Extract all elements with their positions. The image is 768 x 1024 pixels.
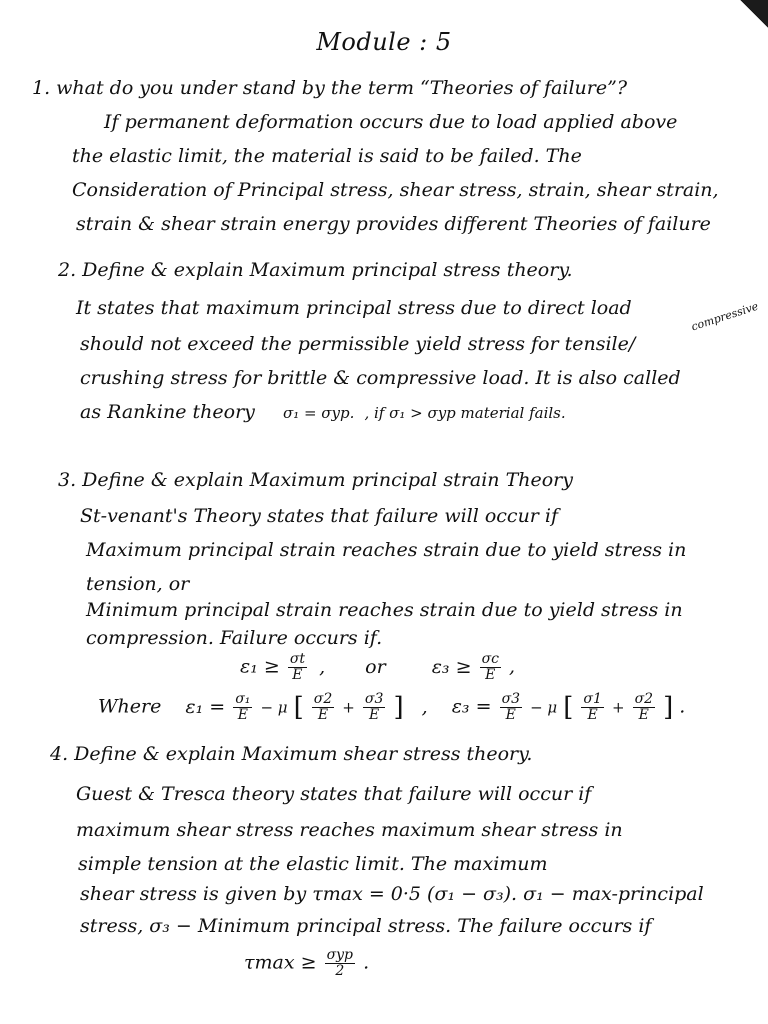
e3-mu: − μ: [530, 698, 558, 717]
answer-3-line-5: compression. Failure occurs if.: [86, 627, 383, 649]
e3-f3-den: E: [638, 707, 649, 723]
cond1-denominator: E: [292, 667, 303, 683]
max-shear-failure-condition: τmax ≥ $\frac{\text{σyp}}{2}$ .: [244, 947, 370, 979]
e1-fraction-2: [312, 692, 334, 723]
e3-fraction-2: [581, 692, 603, 723]
answer-3-line-1: St-venant's Theory states that failure will occur if: [80, 505, 559, 527]
answer-4-line-4: shear stress is given by τmax = 0·5 (σ₁ − σ₃). σ₁ − max-principal: [80, 883, 704, 905]
e3-f1-num: σ3: [501, 691, 521, 707]
e1-f1-num: σ₁: [235, 691, 251, 707]
cond1-lhs: ε₁ ≥: [240, 655, 280, 678]
e3-fraction-3: [633, 692, 655, 723]
question-1: 1. what do you under stand by the term “Theories of failure”?: [32, 77, 628, 99]
answer-2-line-3: crushing stress for brittle & compressive load. It is also called: [80, 367, 681, 389]
cond2-fraction: [480, 652, 501, 683]
answer-2-superscript: compressive: [689, 299, 760, 334]
e3-f2-num: σ1: [583, 691, 602, 707]
e1-f1-den: E: [237, 707, 248, 723]
answer-1-line-4: strain & shear strain energy provides different Theories of failure: [76, 213, 711, 235]
e1-mu: − μ: [260, 698, 288, 717]
final-numerator: σyp: [326, 947, 354, 963]
answer-4-line-2: maximum shear stress reaches maximum shear stress in: [76, 819, 623, 841]
cond1-fraction: [288, 652, 307, 683]
or-text: or: [365, 655, 386, 678]
answer-1-line-3: Consideration of Principal stress, shear stress, strain, shear strain,: [72, 179, 719, 201]
cond1-numerator: σt: [289, 651, 306, 667]
where-label: Where: [98, 695, 162, 718]
cond2-numerator: σc: [481, 651, 499, 667]
answer-1-line-1: If permanent deformation occurs due to load applied above: [104, 111, 678, 133]
answer-4-line-3: simple tension at the elastic limit. The maximum: [78, 853, 548, 875]
answer-1-line-2: the elastic limit, the material is said to be failed. The: [72, 145, 582, 167]
page-title: Module : 5: [316, 28, 452, 56]
e3-f2-den: E: [587, 707, 598, 723]
e1-lhs: ε₁ =: [185, 695, 226, 718]
e3-lhs: ε₃ =: [451, 695, 492, 718]
answer-4-line-1: Guest & Tresca theory states that failure will occur if: [76, 783, 592, 805]
answer-2-line-4-text: as Rankine theory: [80, 401, 255, 423]
question-4: 4. Define & explain Maximum shear stress theory.: [50, 743, 533, 765]
answer-2-line-2: should not exceed the permissible yield stress for tensile/: [80, 333, 636, 355]
e1-fraction-1: [233, 692, 252, 723]
strain-equations: Where ε₁ = $\frac{\text{σ₁}}{E}$ − μ [ $\frac{\sigma 2}{E}$ + $\frac{\sigma 3}{E}$ ] , ε₃ = $\frac{\sigma 3}{E}$ − μ [ $\frac{\sigma 1}{E}$ + $\frac{\sigma 2}{E}$ ] .: [98, 691, 686, 723]
rankine-failure-condition: , if σ₁ > σyp material fails.: [364, 404, 566, 422]
e1-f3-num: σ3: [364, 691, 384, 707]
e1-f2-den: E: [317, 707, 329, 723]
e1-fraction-3: [363, 692, 385, 723]
answer-4-line-5: stress, σ₃ − Minimum principal stress. The failure occurs if: [80, 915, 652, 937]
final-denominator: 2: [335, 963, 345, 979]
cond2-lhs: ε₃ ≥: [431, 655, 472, 678]
e3-fraction-1: [500, 692, 522, 723]
strain-failure-conditions: ε₁ ≥ $\frac{\sigma t}{E}$ , or ε₃ ≥ $\frac{\sigma c}{E}$ ,: [240, 651, 516, 683]
e3-f1-den: E: [505, 707, 516, 723]
final-fraction: [325, 948, 355, 979]
e3-f3-num: σ2: [634, 691, 654, 707]
answer-3-line-2: Maximum principal strain reaches strain due to yield stress in: [86, 539, 687, 561]
e1-f3-den: E: [369, 707, 380, 723]
cond2-denominator: E: [485, 667, 496, 683]
question-3: 3. Define & explain Maximum principal strain Theory: [58, 469, 573, 491]
answer-3-line-4: Minimum principal strain reaches strain due to yield stress in: [86, 599, 683, 621]
final-lhs: τmax ≥: [244, 951, 317, 974]
question-2: 2. Define & explain Maximum principal stress theory.: [58, 259, 573, 281]
rankine-formula: σ₁ = σyp.: [282, 404, 355, 422]
answer-3-line-3: tension, or: [86, 573, 190, 595]
answer-2-line-1: It states that maximum principal stress due to direct load: [76, 297, 632, 319]
e1-f2-num: σ2: [313, 691, 333, 707]
answer-2-line-4: [80, 400, 566, 425]
